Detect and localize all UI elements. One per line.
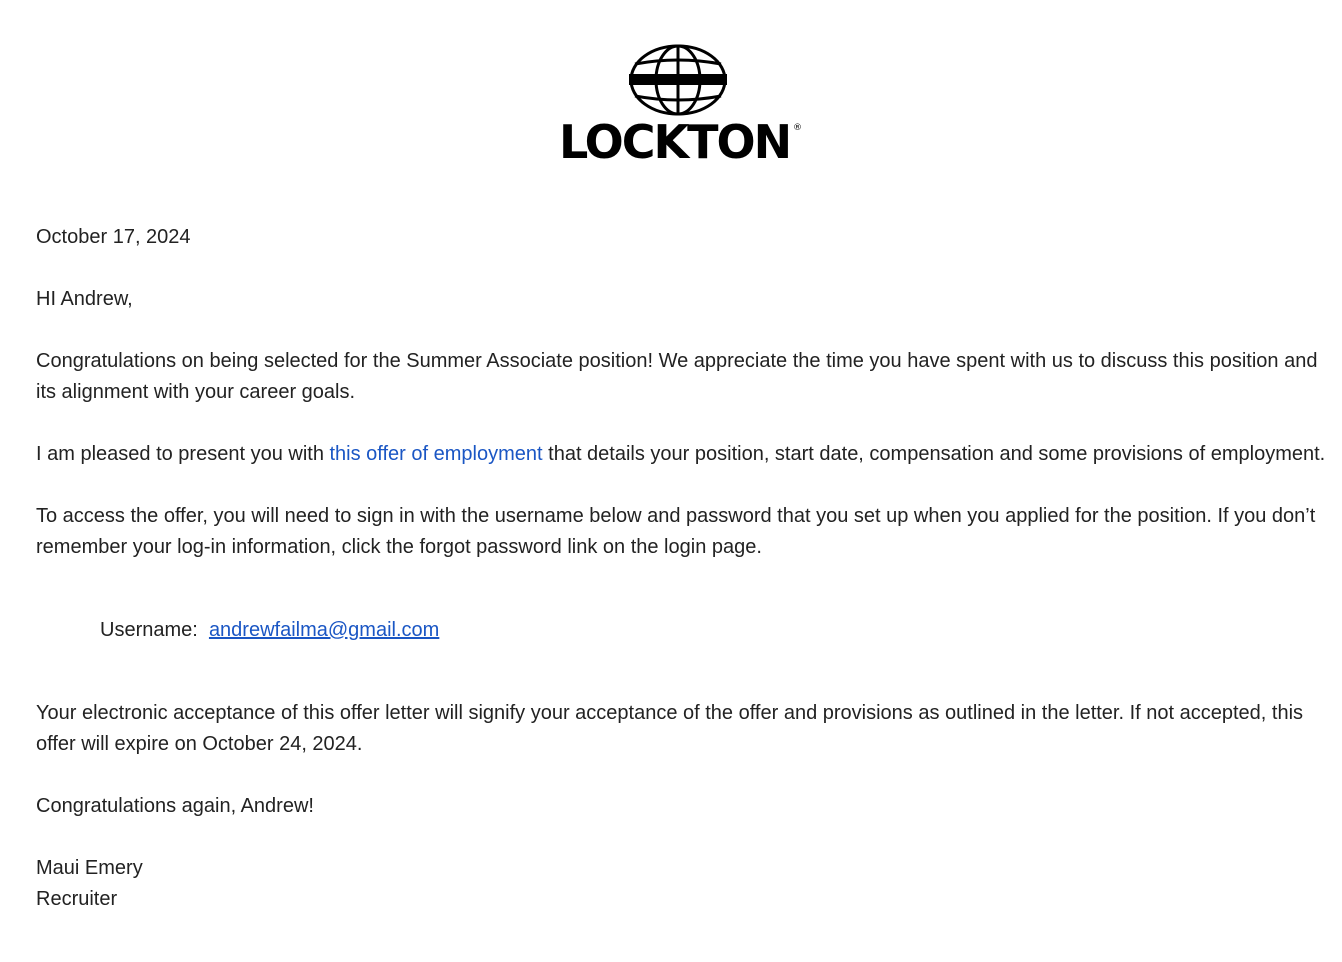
signer-title: Recruiter [36, 888, 118, 910]
signer-name: Maui Emery [36, 857, 143, 879]
paragraph-offer-text-2: that details your position, start date, compensation and some provisions of employment. [542, 443, 1326, 465]
paragraph-access-instructions: To access the offer, you will need to sign in with the username below and password that you set up when you applied for the position. If you don’t remember your log-in information, click the forgot password link on the login page. [36, 505, 1316, 558]
username-email-link[interactable]: andrewfailma@gmail.com [208, 619, 440, 641]
greeting: HI Andrew, [36, 288, 133, 310]
logo-wordmark: LOCKTON [559, 115, 791, 164]
offer-of-employment-link[interactable]: this offer of employment [329, 443, 543, 465]
globe-logo-icon [557, 44, 807, 164]
paragraph-congratulations: Congratulations on being selected for the Summer Associate position! We appreciate the time you have spent with us to discuss this position and its alignment with your career goals. [36, 350, 1318, 403]
paragraph-offer-text-1: I am pleased to present you with [36, 443, 330, 465]
username-label: Username: [100, 619, 198, 641]
letter-date: October 17, 2024 [36, 226, 191, 248]
paragraph-offer [36, 439, 1326, 470]
closing-line: Congratulations again, Andrew! [36, 795, 314, 817]
letter-body [36, 222, 1326, 915]
registered-mark: ® [793, 123, 802, 133]
username-row [36, 615, 1326, 646]
lockton-logo [557, 44, 807, 164]
paragraph-acceptance: Your electronic acceptance of this offer letter will signify your acceptance of the offer and provisions as outlined in the letter. If not accepted, this offer will expire on October 24, 2024. [36, 702, 1304, 755]
